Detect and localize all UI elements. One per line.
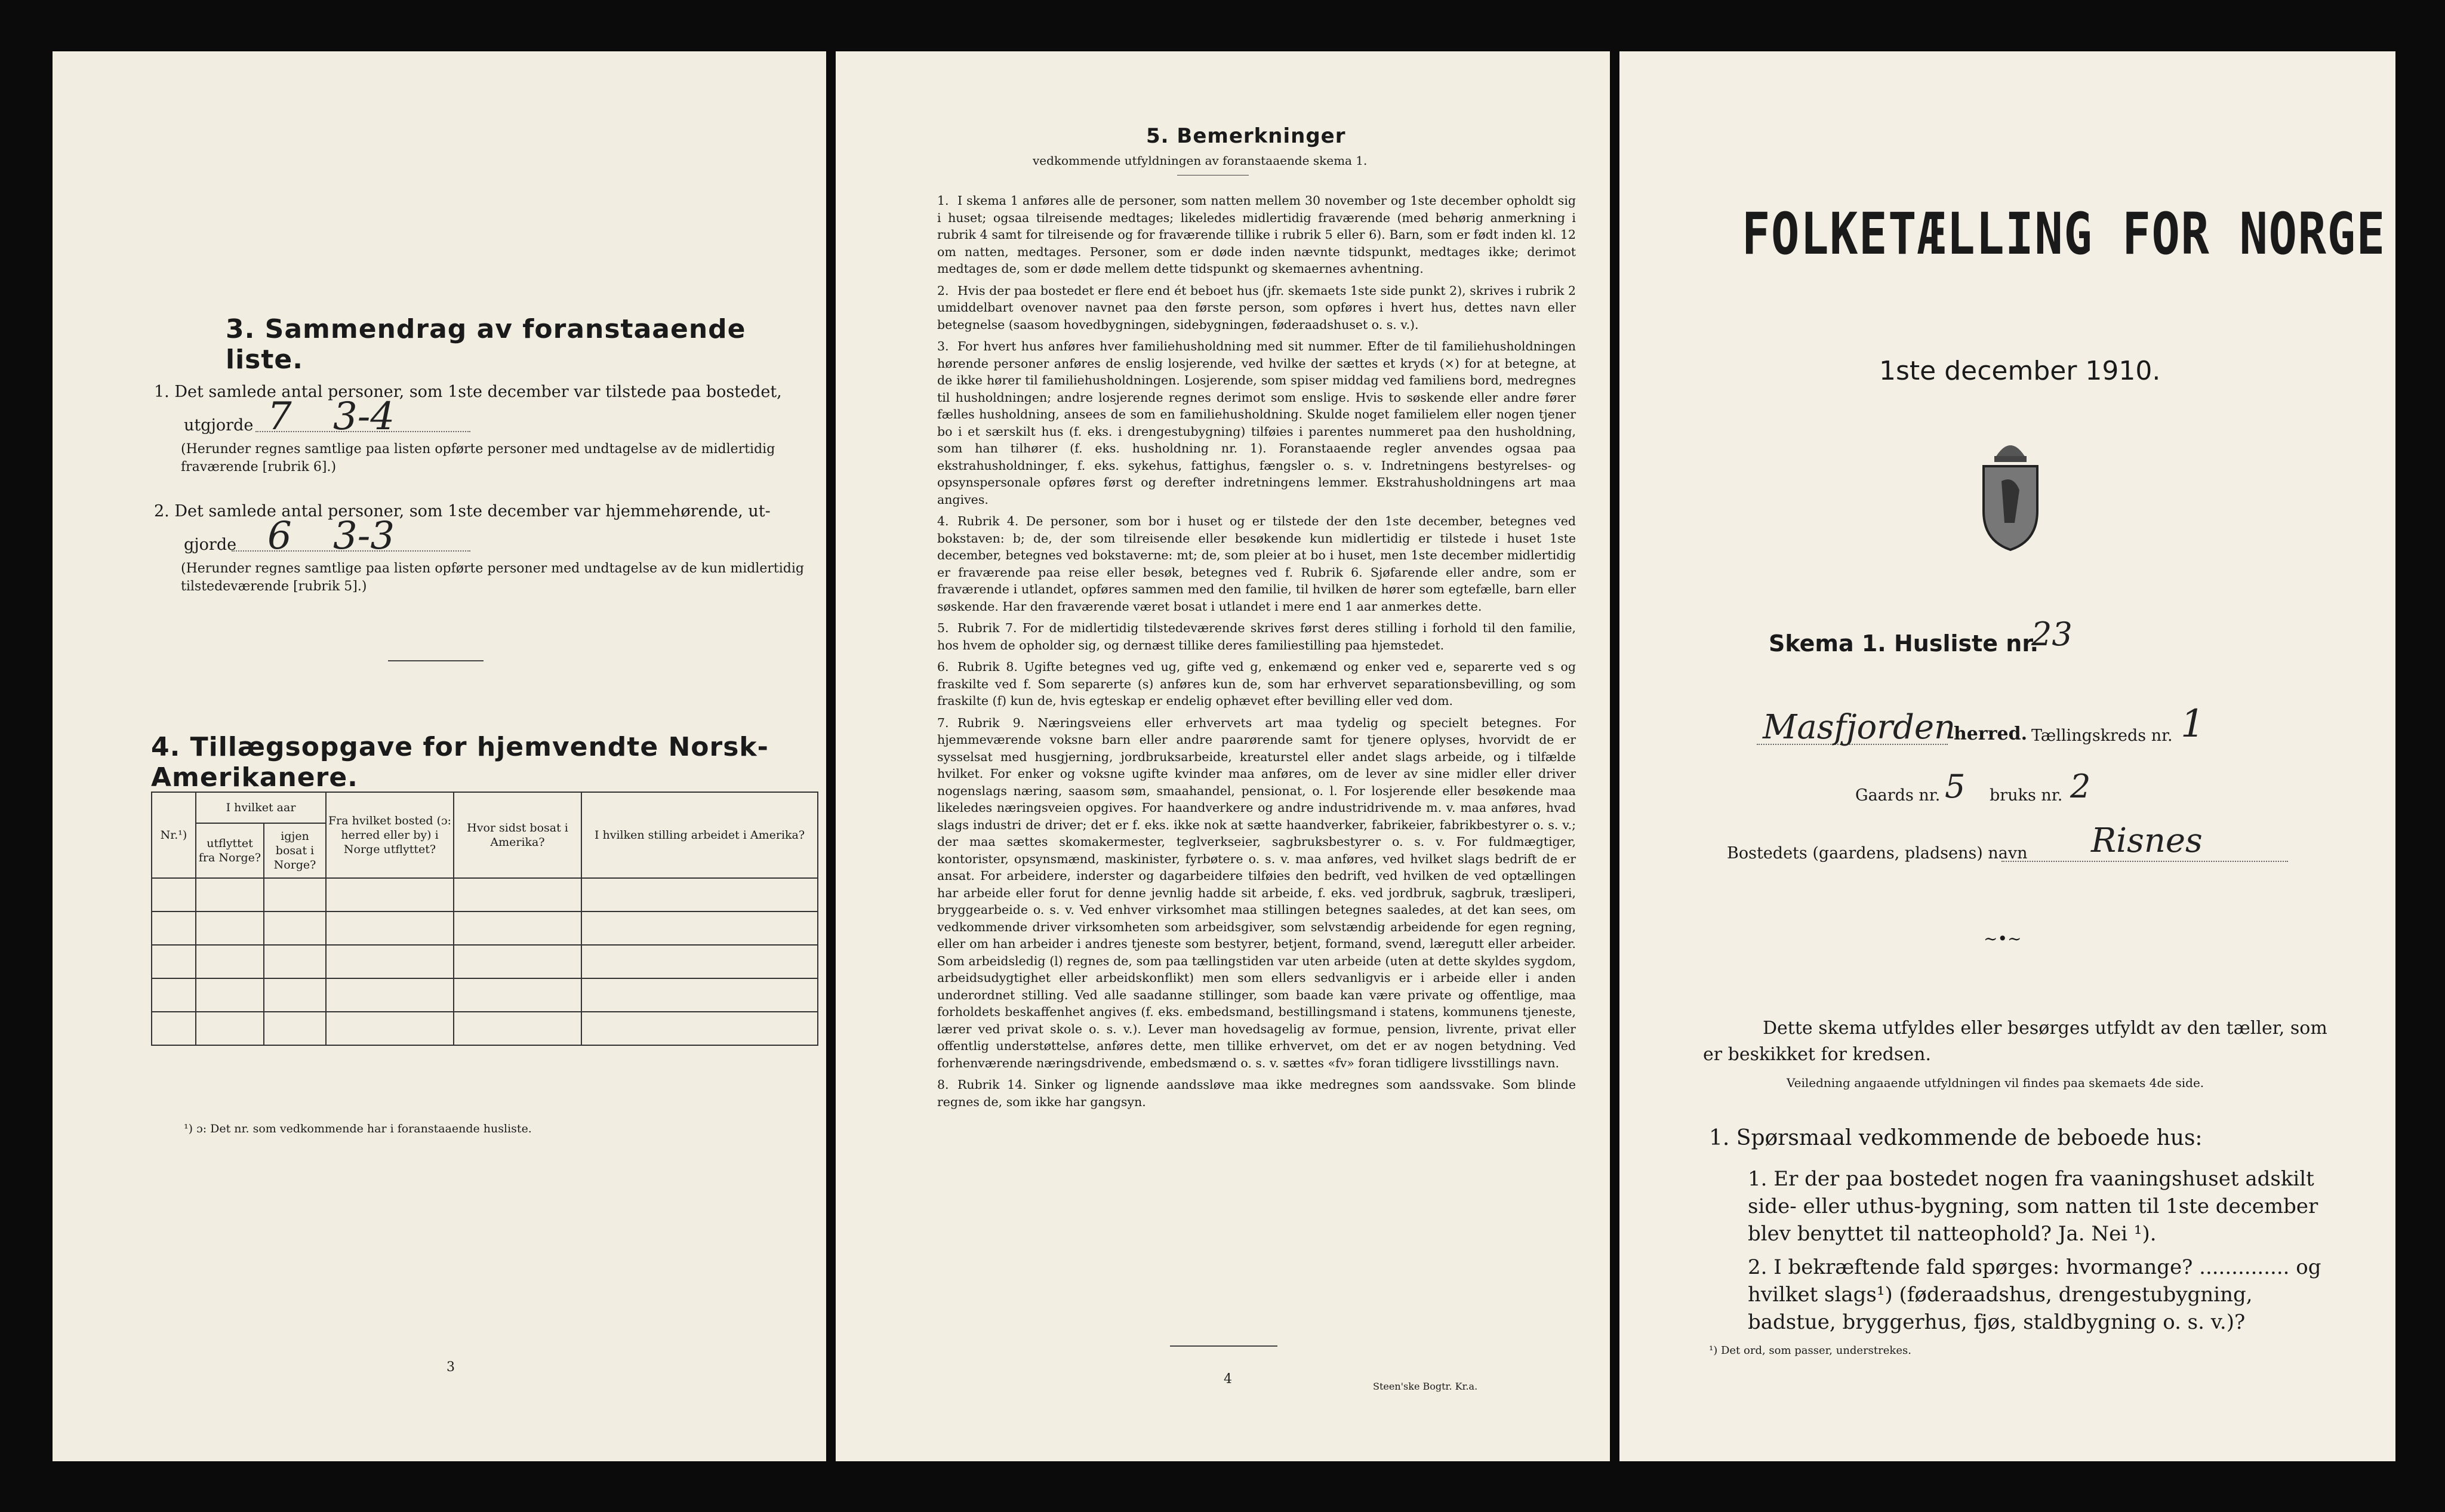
remarks-list xyxy=(937,192,1576,1115)
page-number: 4 xyxy=(1224,1372,1232,1387)
divider xyxy=(388,660,484,661)
item-1-handwritten-total: 7 xyxy=(267,395,292,439)
page-1 xyxy=(1619,51,2395,1461)
census-title: FOLKETÆLLING FOR NORGE xyxy=(1742,201,2386,267)
table-row xyxy=(152,878,818,911)
table-row xyxy=(152,945,818,978)
col-nr: Nr.¹) xyxy=(152,792,196,878)
divider xyxy=(1170,1345,1277,1347)
coat-of-arms-icon xyxy=(1978,433,2043,553)
question-1: 1. Er der paa bostedet nogen fra vaaningshuset adskilt side- eller uthus-bygning, som natten til 1ste december blev benyttet til natteophold? Ja. Nei ¹). xyxy=(1748,1167,2318,1246)
instruction-text: Dette skema utfyldes eller besørges utfyldt av den tæller, som er beskikket for kredsen. xyxy=(1703,1018,2327,1065)
item-1-utgjorde-label: utgjorde xyxy=(184,416,254,435)
gaards-label: Gaards nr. xyxy=(1855,786,1941,805)
herred-label: herred. xyxy=(1954,723,2028,744)
footnote: ¹) ɔ: Det nr. som vedkommende har i foranstaaende husliste. xyxy=(184,1122,532,1135)
remarks-subtitle: vedkommende utfyldningen av foranstaaende skema 1. xyxy=(1033,153,1368,168)
item-2-handwritten-breakdown: 3-3 xyxy=(333,514,395,558)
herred-handwritten: Masfjorden xyxy=(1763,708,1956,747)
remark-item: 3. For hvert hus anføres hver familiehusholdning med sit nummer. Efter de til familiehusholdningen hørende personer anføres de enslig losjerende, ved hvilke der sættes et kryds (×) for at betegne, at de ikke hører til familiehusholdningen. Losjerende, som spiser middag ved familiens bord, medregnes til husholdningen; andre losjerende regnes derimot som enslige. Hvis to søskende eller andre fører fælles husholdning, ansees de som en familiehusholdning. Skulde noget familielem eller nogen tjener bo i et særskilt hus (f. eks. i drengestubygning) tilføies i parentes nummeret paa den husholdning, som han tilhører (f. eks. husholdning nr. 1). Foranstaaende regler anvendes ogsaa paa ekstrahusholdninger, f. eks. sykehus, fattighus, fængsler o. s. v. Indretningens bestyrelses- og opsynspersonale opføres først og derefter indretningens lemmer. Ekstrahusholdningens art maa angives. xyxy=(937,339,1576,507)
questions-title: 1. Spørsmaal vedkommende de beboede hus: xyxy=(1709,1126,2203,1150)
page-3 xyxy=(53,51,826,1461)
table-row xyxy=(152,978,818,1012)
page-4 xyxy=(836,51,1610,1461)
item-2-text: 2. Det samlede antal personer, som 1ste december var hjemmehørende, ut- xyxy=(154,502,771,521)
item-2-handwritten-total: 6 xyxy=(267,514,292,558)
footnote: ¹) Det ord, som passer, understrekes. xyxy=(1709,1344,1911,1357)
question-2: 2. I bekræftende fald spørges: hvormange? .............. og hvilket slags¹) (føderaadshus, drengestubygning, badstue, bryggerhus, fjøs, staldbygning o. s. v.)? xyxy=(1748,1255,2321,1334)
col-igjen-bosat: igjen bosat i Norge? xyxy=(264,823,326,878)
kreds-handwritten: 1 xyxy=(2181,702,2205,746)
bosted-fill-line xyxy=(2001,861,2288,862)
col-stilling: I hvilken stilling arbeidet i Amerika? xyxy=(581,792,818,878)
item-1-handwritten-breakdown: 3-4 xyxy=(333,395,395,439)
question-1-answer: Ja. Nei ¹). xyxy=(2058,1222,2157,1246)
husliste-nr-handwritten: 23 xyxy=(2031,615,2073,653)
page-number: 3 xyxy=(446,1360,455,1375)
norsk-amerikanere-table xyxy=(151,792,818,1046)
questions xyxy=(1748,1165,2345,1336)
section-4-title: 4. Tillægsopgave for hjemvendte Norsk-Amerikanere. xyxy=(151,732,769,793)
census-date: 1ste december 1910. xyxy=(1879,356,2161,386)
item-2-gjorde-label: gjorde xyxy=(184,535,237,554)
item-2-note: (Herunder regnes samtlige paa listen opførte personer med undtagelse av de kun midlertidig tilstedeværende [rubrik 5].) xyxy=(181,561,804,594)
bruks-label: bruks nr. xyxy=(1990,786,2063,805)
printer-credit: Steen'ske Bogtr. Kr.a. xyxy=(1373,1381,1478,1392)
bosted-label: Bostedets (gaardens, pladsens) navn xyxy=(1727,844,2028,863)
col-fra-bosted: Fra hvilket bosted (ɔ: herred eller by) i Norge utflyttet? xyxy=(326,792,454,878)
col-group-year: I hvilket aar xyxy=(196,792,326,823)
remark-item: 4. Rubrik 4. De personer, som bor i huset og er tilstede der den 1ste december, betegnes ved bokstaven: b; de, der som tilreisende eller besøkende kun midlertidig er tilstede i huset 1ste december, betegnes ved bokstaverne: mt; de, som pleier at bo i huset, men 1ste december midlertidig er fraværende paa reise eller besøk, betegnes ved f. Rubrik 6. Sjøfarende eller andre, som er fraværende i utlandet, opføres sammen med den familie, til hvilken de hører som egtefælle, barn eller søskende. Har den fraværende været bosat i utlandet i mere end 1 aar anmerkes dette. xyxy=(937,514,1576,614)
remark-item: 2. Hvis der paa bostedet er flere end ét beboet hus (jfr. skemaets 1ste side punkt 2), skrives i rubrik 2 umiddelbart ovenover navnet paa den første person, som opføres i hvert hus, dettes navn eller betegnelse (saasom hovedbygningen, sidebygningen, føderaadshuset o. s. v.). xyxy=(937,283,1576,332)
instruction-note: Veiledning angaaende utfyldningen vil findes paa skemaets 4de side. xyxy=(1787,1076,2204,1090)
remark-item: 8. Rubrik 14. Sinker og lignende aandssløve maa ikke medregnes som aandssvake. Som blinde regnes de, som ikke har gangsyn. xyxy=(937,1077,1576,1109)
remark-item: 7. Rubrik 9. Næringsveiens eller erhvervets art maa tydelig og specielt betegnes. For hjemmeværende voksne barn eller andre paarørende samt for tjenere oplyses, hvorvidt de er sysselsat med husgjerning, jordbruksarbeide, kreaturstel eller andet slags arbeide, og i tilfælde hvilket. For enker og voksne ugifte kvinder maa anføres, om de lever av sine midler eller driver nogenslags næring, saasom søm, smaahandel, pensionat, o. l. For losjerende eller besøkende maa likeledes næringsveien opgives. For haandverkere og andre industridrivende m. v. maa anføres, hvad slags industri de driver; det er f. eks. ikke nok at sætte haandverker, fabrikeier, fabrikbestyrer o. s. v.; der maa sættes skomakermester, teglverkseier, sagbruksbestyrer o. s. v. For fuldmægtiger, kontorister, opsynsmænd, maskinister, fyrbøtere o. s. v. maa anføres, ved hvilket slags bedrift de er ansat. For arbeidere, inderster og dagarbeidere tilføies den bedrift, ved hvilken de ved optællingen har arbeide eller forut for denne jevnlig hadde sit arbeide, f. eks. ved jordbruk, sagbruk, træsliperi, bryggearbeide o. s. v. Ved enhver virksomhet maa stillingen betegnes saaledes, at det kan sees, om vedkommende driver virksomheten som arbeidsgiver, som selvstændig arbeidende for egen regning, eller om han arbeider i andres tjeneste som bestyrer, betjent, formand, svend, læregutt eller arbeider. Som arbeidsledig (l) regnes de, som paa tællingstiden var uten arbeide (uten at dette skyldes sygdom, arbeidsudygtighet eller arbeidskonflikt) men som ellers sedvanligvis er i arbeide eller i anden underordnet stilling. Ved alle saadanne stillinger, som baade kan være private og offentlige, maa forholdets beskaffenhet angives (f. eks. embedsmand, bestillingsmand i statens, kommunens tjeneste, lærer ved privat skole o. s. v.). Lever man hovedsagelig av formue, pension, livrente, privat eller offentlig understøttelse, anføres dette, men tillike erhvervet, om det er av nogen betydning. Ved forhenværende næringsdrivende, embedsmænd o. s. v. sættes «fv» foran tidligere livsstillings navn. xyxy=(937,715,1576,1070)
remark-item: 5. Rubrik 7. For de midlertidig tilstedeværende skrives først deres stilling i forhold til den familie, hos hvem de opholder sig, og dernæst tillike deres familiestilling paa hjemstedet. xyxy=(937,621,1576,652)
section-3-title: 3. Sammendrag av foranstaaende liste. xyxy=(226,314,746,375)
table-row xyxy=(152,911,818,945)
remark-item: 1. I skema 1 anføres alle de personer, som natten mellem 30 november og 1ste december opholdt sig i huset; ogsaa tilreisende medtages; likeledes midlertidig fraværende (med behørig anmerkning i rubrik 4 samt for tilreisende og for fraværende tillike i rubrik 5 eller 6). Barn, som er født inden kl. 12 om natten, medtages. Personer, som er døde inden nævnte tidspunkt, medtages ikke; derimot medtages de, som er døde mellem dette tidspunkt og skemaernes avhentning. xyxy=(937,193,1576,276)
remark-item: 6. Rubrik 8. Ugifte betegnes ved ug, gifte ved g, enkemænd og enker ved e, separerte ved s og fraskilte ved f. Som separerte (s) anføres kun de, som har erhvervet separationsbevilling, og som fraskilte (f) kun de, hvis egteskap er endelig ophævet efter bevilling eller ved dom. xyxy=(937,660,1576,708)
skema-label: Skema 1. Husliste nr. xyxy=(1769,630,2039,657)
kreds-label: Tællingskreds nr. xyxy=(2031,726,2173,745)
remarks-title: 5. Bemerkninger xyxy=(1146,124,1346,148)
col-utflyttet: utflyttet fra Norge? xyxy=(196,823,264,878)
item-1-text: 1. Det samlede antal personer, som 1ste december var tilstede paa bostedet, xyxy=(154,383,782,401)
item-1-note: (Herunder regnes samtlige paa listen opførte personer med undtagelse av de midlertidig fraværende [rubrik 6].) xyxy=(181,442,775,475)
table-row xyxy=(152,1012,818,1045)
gaards-handwritten: 5 xyxy=(1945,768,1966,805)
ornament-divider: ~•~ xyxy=(1984,929,2022,949)
col-sidst-bosat: Hvor sidst bosat i Amerika? xyxy=(454,792,581,878)
bruks-handwritten: 2 xyxy=(2070,768,2091,805)
bosted-handwritten: Risnes xyxy=(2091,821,2203,860)
